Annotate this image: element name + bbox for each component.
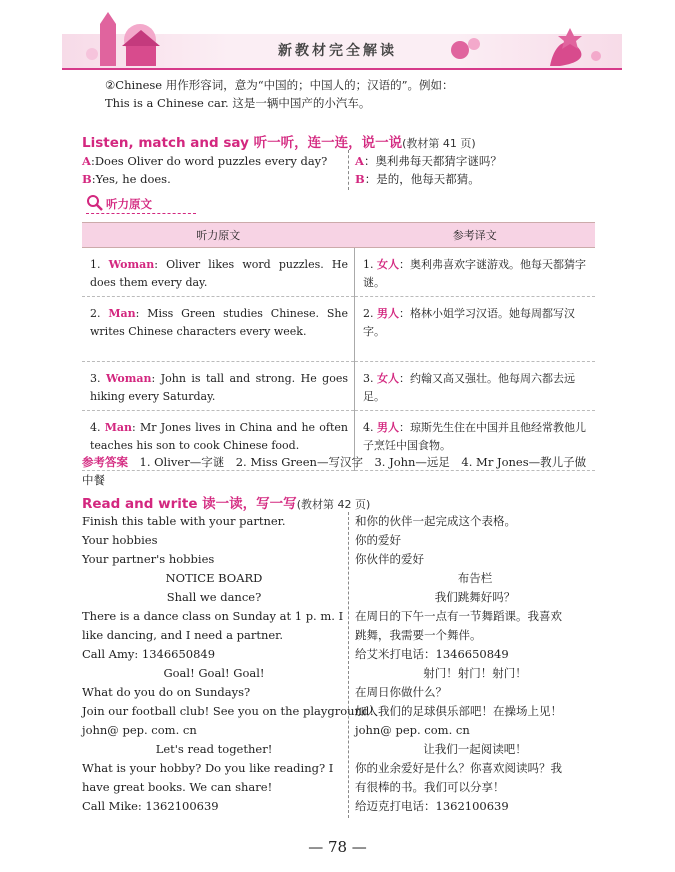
read-zh-line: 给迈克打电话：1362100639 [355,799,509,813]
read-zh-line: 你伙伴的爱好 [355,552,424,566]
table-header-original: 听力原文 [82,223,355,248]
notice-board-heading-zh: 布告栏 [457,571,493,585]
transcript-zh-cell: 1. 女人：奥利弗喜欢字谜游戏。他每天都猜字谜。 [355,248,596,297]
table-row [82,297,595,362]
table-row [82,248,595,297]
transcript-en-cell: 2. Man: Miss Green studies Chinese. She writes Chinese characters every week. [82,297,355,362]
notice-board-heading: NOTICE BOARD [165,571,263,585]
transcript-zh-cell: 3. 女人：约翰又高又强壮。他每周六都去远足。 [355,362,596,411]
read-zh-line: 在周日的下午一点有一节舞蹈课。我喜欢 [355,609,562,623]
original-underline [86,213,196,214]
read-en-line: Let's read together! [155,742,273,756]
read-en-line: like dancing, and I need a partner. [82,628,284,642]
listen-section-title: Listen, match and say 听一听，连一连，说一说(教材第 41 页) [82,135,476,151]
intro-line-1: ②Chinese 用作形容词，意为“中国的；中国人的；汉语的”。例如： [105,78,454,92]
answers-line-2: 中餐 [82,473,105,487]
dialogue-a-zh: A：奥利弗每天都猜字谜吗？ [355,154,502,168]
read-zh-line: 在周日你做什么？ [355,685,447,699]
transcript-table [82,222,595,471]
read-en-line: There is a dance class on Sunday at 1 p. m. I [82,609,344,623]
dialogue-b-zh: B：是的，他每天都猜。 [355,172,480,186]
read-zh-line: 有很棒的书。我们可以分享！ [355,780,505,794]
page-number: — 78 — [308,838,367,856]
read-zh-line: 你的爱好 [355,533,401,547]
table-row [82,362,595,411]
read-en-line: Your partner's hobbies [82,552,215,566]
dialogue-b-en: B:Yes, he does. [82,172,171,186]
read-en-line: john@ pep. com. cn [82,723,197,737]
read-section-title: Read and write 读一读，写一写(教材第 42 页) [82,496,371,512]
read-en-line: Shall we dance? [166,590,262,604]
read-zh-line: 射门！射门！射门！ [423,666,527,680]
transcript-en-cell: 1. Woman: Oliver likes word puzzles. He does them every day. [82,248,355,297]
intro-line-2: This is a Chinese car. 这是一辆中国产的小汽车。 [105,96,371,110]
header-title: 新教材完全解读 [278,43,397,59]
transcript-zh-cell: 4. 男人：琼斯先生住在中国并且他经常教他儿子烹饪中国食物。 [355,411,596,471]
read-zh-line: 和你的伙伴一起完成这个表格。 [355,514,516,528]
read-zh-line: 加入我们的足球俱乐部吧！在操场上见！ [355,704,562,718]
read-en-line: Goal! Goal! Goal! [163,666,265,680]
read-en-line: Call Mike: 1362100639 [82,799,219,813]
answers-line-1: 参考答案 1. Oliver—字谜 2. Miss Green—写汉字 3. John—远足 4. Mr Jones—教儿子做 [82,455,587,469]
read-zh-line: 我们跳舞好吗？ [434,590,516,604]
read-en-line: Join our football club! See you on the playground! [82,704,374,718]
read-zh-line: 给艾米打电话：1346650849 [355,647,509,661]
dialogue-divider [348,150,349,190]
dialogue-a-en: A:Does Oliver do word puzzles every day? [82,154,328,168]
original-label: 听力原文 [106,197,152,211]
read-zh-line: 跳舞，我需要一个舞伴。 [355,628,482,642]
read-en-line: What do you do on Sundays? [82,685,251,699]
read-zh-line: 让我们一起阅读吧！ [423,742,527,756]
read-en-line: Call Amy: 1346650849 [82,647,216,661]
read-en-line: Your hobbies [82,533,158,547]
magnifier-icon [86,194,104,212]
read-en-line: What is your hobby? Do you like reading? I [82,761,334,775]
transcript-en-cell: 4. Man: Mr Jones lives in China and he often teaches his son to cook Chinese food. [82,411,355,471]
table-header-translation: 参考译文 [355,223,596,248]
read-en-line: Finish this table with your partner. [82,514,286,528]
read-zh-line: 你的业余爱好是什么？你喜欢阅读吗？我 [355,761,562,775]
read-en-line: have great books. We can share! [82,780,273,794]
read-divider [348,512,349,818]
transcript-zh-cell: 2. 男人：格林小姐学习汉语。她每周都写汉字。 [355,297,596,362]
read-zh-line: john@ pep. com. cn [355,723,470,737]
transcript-en-cell: 3. Woman: John is tall and strong. He goes hiking every Saturday. [82,362,355,411]
